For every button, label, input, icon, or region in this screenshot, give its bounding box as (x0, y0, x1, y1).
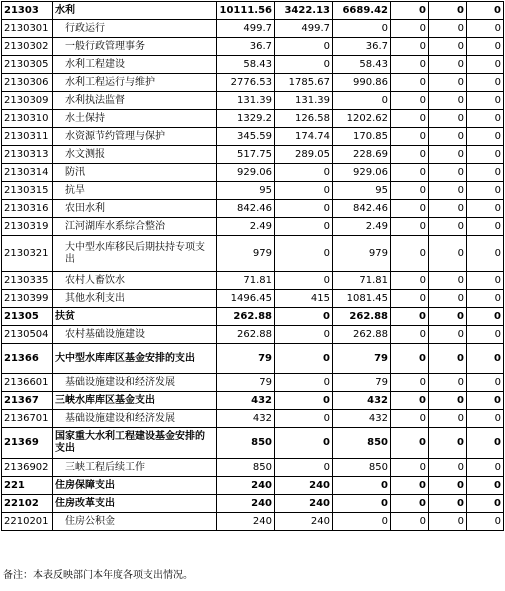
row-code: 2130316 (2, 200, 53, 218)
row-code: 2130301 (2, 20, 53, 38)
row-value-col4: 0 (391, 164, 429, 182)
row-value-col5: 0 (429, 74, 467, 92)
row-name: 大中型水库移民后期扶持专项支出 (53, 236, 217, 272)
expenditure-table-container (1, 1, 504, 531)
row-value-total: 432 (217, 392, 275, 410)
row-value-col6: 0 (467, 290, 504, 308)
row-value-total: 262.88 (217, 308, 275, 326)
row-code: 2130321 (2, 236, 53, 272)
row-code: 2130313 (2, 146, 53, 164)
row-code: 2130306 (2, 74, 53, 92)
row-value-project: 170.85 (333, 128, 391, 146)
table-row (2, 326, 504, 344)
row-value-col6: 0 (467, 164, 504, 182)
row-value-col5: 0 (429, 164, 467, 182)
row-value-col4: 0 (391, 344, 429, 374)
table-row (2, 2, 504, 20)
row-value-col6: 0 (467, 200, 504, 218)
row-code: 2136601 (2, 374, 53, 392)
row-value-project: 79 (333, 374, 391, 392)
row-value-col5: 0 (429, 428, 467, 459)
row-value-basic: 0 (275, 182, 333, 200)
row-name: 行政运行 (53, 20, 217, 38)
row-value-col6: 0 (467, 392, 504, 410)
row-name: 江河湖库水系综合整治 (53, 218, 217, 236)
row-name: 水资源节约管理与保护 (53, 128, 217, 146)
table-row (2, 56, 504, 74)
row-code: 2130504 (2, 326, 53, 344)
row-value-col6: 0 (467, 146, 504, 164)
table-row (2, 272, 504, 290)
row-value-col4: 0 (391, 495, 429, 513)
row-value-col6: 0 (467, 2, 504, 20)
row-code: 2210201 (2, 513, 53, 531)
row-value-col4: 0 (391, 326, 429, 344)
row-name: 住房保障支出 (53, 477, 217, 495)
row-value-basic: 0 (275, 344, 333, 374)
row-value-col4: 0 (391, 428, 429, 459)
row-value-basic: 0 (275, 428, 333, 459)
row-value-col5: 0 (429, 146, 467, 164)
row-code: 21367 (2, 392, 53, 410)
row-value-total: 850 (217, 428, 275, 459)
row-name: 基础设施建设和经济发展 (53, 410, 217, 428)
row-value-project: 36.7 (333, 38, 391, 56)
row-value-col6: 0 (467, 326, 504, 344)
row-value-basic: 0 (275, 164, 333, 182)
row-value-col4: 0 (391, 477, 429, 495)
row-value-col5: 0 (429, 290, 467, 308)
row-name: 国家重大水利工程建设基金安排的支出 (53, 428, 217, 459)
row-value-total: 979 (217, 236, 275, 272)
row-value-col5: 0 (429, 344, 467, 374)
row-value-col4: 0 (391, 92, 429, 110)
table-row (2, 392, 504, 410)
row-value-basic: 0 (275, 326, 333, 344)
row-value-project: 850 (333, 459, 391, 477)
row-code: 2130335 (2, 272, 53, 290)
table-row (2, 146, 504, 164)
row-value-col5: 0 (429, 218, 467, 236)
table-row (2, 308, 504, 326)
row-value-total: 240 (217, 495, 275, 513)
row-value-col6: 0 (467, 74, 504, 92)
row-name: 抗旱 (53, 182, 217, 200)
row-value-col4: 0 (391, 110, 429, 128)
table-footnote: 备注：本表反映部门本年度各项支出情况。 (3, 570, 193, 581)
row-value-col6: 0 (467, 38, 504, 56)
row-value-total: 240 (217, 477, 275, 495)
row-value-total: 345.59 (217, 128, 275, 146)
row-value-basic: 0 (275, 218, 333, 236)
row-code: 21305 (2, 308, 53, 326)
table-row (2, 374, 504, 392)
table-row (2, 477, 504, 495)
row-value-project: 432 (333, 410, 391, 428)
row-value-project: 1202.62 (333, 110, 391, 128)
row-code: 2130309 (2, 92, 53, 110)
row-value-total: 240 (217, 513, 275, 531)
row-value-basic: 1785.67 (275, 74, 333, 92)
row-value-project: 0 (333, 477, 391, 495)
row-value-total: 2.49 (217, 218, 275, 236)
row-value-col6: 0 (467, 374, 504, 392)
row-value-col5: 0 (429, 200, 467, 218)
table-row (2, 128, 504, 146)
row-value-basic: 289.05 (275, 146, 333, 164)
row-value-col5: 0 (429, 495, 467, 513)
row-value-total: 95 (217, 182, 275, 200)
row-code: 2136701 (2, 410, 53, 428)
table-row (2, 110, 504, 128)
row-value-basic: 0 (275, 272, 333, 290)
table-row (2, 344, 504, 374)
row-code: 221 (2, 477, 53, 495)
row-name: 水利 (53, 2, 217, 20)
row-value-col6: 0 (467, 410, 504, 428)
table-row (2, 410, 504, 428)
row-value-total: 432 (217, 410, 275, 428)
row-value-col6: 0 (467, 20, 504, 38)
table-row (2, 236, 504, 272)
row-code: 2130399 (2, 290, 53, 308)
row-value-col5: 0 (429, 128, 467, 146)
row-value-col6: 0 (467, 182, 504, 200)
table-body (2, 2, 504, 531)
row-value-project: 71.81 (333, 272, 391, 290)
row-name: 水文测报 (53, 146, 217, 164)
row-value-col4: 0 (391, 20, 429, 38)
row-value-project: 979 (333, 236, 391, 272)
row-code: 2130302 (2, 38, 53, 56)
row-value-project: 432 (333, 392, 391, 410)
row-value-total: 842.46 (217, 200, 275, 218)
table-row (2, 459, 504, 477)
row-value-project: 6689.42 (333, 2, 391, 20)
row-value-basic: 126.58 (275, 110, 333, 128)
row-name: 农村基础设施建设 (53, 326, 217, 344)
row-value-project: 0 (333, 513, 391, 531)
row-value-project: 0 (333, 20, 391, 38)
row-value-col4: 0 (391, 128, 429, 146)
row-value-project: 95 (333, 182, 391, 200)
table-row (2, 428, 504, 459)
row-name: 扶贫 (53, 308, 217, 326)
table-row (2, 38, 504, 56)
row-value-project: 262.88 (333, 308, 391, 326)
row-value-col4: 0 (391, 2, 429, 20)
row-code: 2130319 (2, 218, 53, 236)
row-value-total: 850 (217, 459, 275, 477)
row-value-col5: 0 (429, 326, 467, 344)
row-value-col5: 0 (429, 308, 467, 326)
row-name: 大中型水库库区基金安排的支出 (53, 344, 217, 374)
row-code: 2130315 (2, 182, 53, 200)
row-value-total: 262.88 (217, 326, 275, 344)
row-value-col5: 0 (429, 56, 467, 74)
row-value-basic: 0 (275, 374, 333, 392)
row-value-col4: 0 (391, 146, 429, 164)
table-row (2, 200, 504, 218)
row-value-col6: 0 (467, 513, 504, 531)
row-value-col6: 0 (467, 92, 504, 110)
row-value-total: 1496.45 (217, 290, 275, 308)
row-value-col5: 0 (429, 410, 467, 428)
row-value-project: 228.69 (333, 146, 391, 164)
row-code: 2130310 (2, 110, 53, 128)
row-value-project: 58.43 (333, 56, 391, 74)
row-value-basic: 499.7 (275, 20, 333, 38)
row-value-col5: 0 (429, 92, 467, 110)
row-value-basic: 0 (275, 459, 333, 477)
row-value-total: 1329.2 (217, 110, 275, 128)
row-value-col6: 0 (467, 459, 504, 477)
row-value-col4: 0 (391, 392, 429, 410)
row-value-basic: 0 (275, 236, 333, 272)
row-value-total: 499.7 (217, 20, 275, 38)
row-value-basic: 174.74 (275, 128, 333, 146)
row-value-total: 36.7 (217, 38, 275, 56)
row-value-col5: 0 (429, 459, 467, 477)
table-row (2, 513, 504, 531)
row-value-col5: 0 (429, 38, 467, 56)
row-name: 水土保持 (53, 110, 217, 128)
row-value-col6: 0 (467, 236, 504, 272)
table-row (2, 20, 504, 38)
row-value-col6: 0 (467, 272, 504, 290)
row-value-col6: 0 (467, 128, 504, 146)
row-name: 农村人畜饮水 (53, 272, 217, 290)
row-value-col6: 0 (467, 428, 504, 459)
row-value-col6: 0 (467, 218, 504, 236)
row-value-total: 79 (217, 344, 275, 374)
row-value-col4: 0 (391, 459, 429, 477)
row-value-total: 131.39 (217, 92, 275, 110)
row-value-col4: 0 (391, 182, 429, 200)
row-value-col6: 0 (467, 308, 504, 326)
row-value-col4: 0 (391, 38, 429, 56)
row-value-project: 0 (333, 92, 391, 110)
row-value-basic: 415 (275, 290, 333, 308)
row-name: 水利工程建设 (53, 56, 217, 74)
row-value-col5: 0 (429, 272, 467, 290)
row-code: 22102 (2, 495, 53, 513)
row-value-basic: 0 (275, 200, 333, 218)
row-value-col5: 0 (429, 20, 467, 38)
row-name: 一般行政管理事务 (53, 38, 217, 56)
row-name: 住房改革支出 (53, 495, 217, 513)
row-value-col4: 0 (391, 290, 429, 308)
row-value-col6: 0 (467, 495, 504, 513)
row-value-col5: 0 (429, 477, 467, 495)
table-row (2, 218, 504, 236)
row-value-total: 71.81 (217, 272, 275, 290)
row-value-basic: 0 (275, 56, 333, 74)
row-code: 2130311 (2, 128, 53, 146)
row-value-basic: 0 (275, 308, 333, 326)
row-name: 基础设施建设和经济发展 (53, 374, 217, 392)
table-row (2, 74, 504, 92)
table-row (2, 290, 504, 308)
row-value-project: 262.88 (333, 326, 391, 344)
row-value-basic: 0 (275, 410, 333, 428)
row-code: 21366 (2, 344, 53, 374)
row-value-total: 517.75 (217, 146, 275, 164)
row-value-basic: 0 (275, 38, 333, 56)
row-value-col4: 0 (391, 74, 429, 92)
row-value-basic: 240 (275, 495, 333, 513)
row-value-project: 2.49 (333, 218, 391, 236)
row-value-basic: 131.39 (275, 92, 333, 110)
row-value-col4: 0 (391, 236, 429, 272)
row-value-col5: 0 (429, 2, 467, 20)
row-value-basic: 240 (275, 513, 333, 531)
row-name: 水利执法监督 (53, 92, 217, 110)
row-value-project: 990.86 (333, 74, 391, 92)
table-row (2, 495, 504, 513)
row-name: 三峡工程后续工作 (53, 459, 217, 477)
row-code: 2136902 (2, 459, 53, 477)
row-value-col6: 0 (467, 477, 504, 495)
row-value-col5: 0 (429, 513, 467, 531)
row-code: 2130305 (2, 56, 53, 74)
row-value-basic: 240 (275, 477, 333, 495)
row-value-col5: 0 (429, 182, 467, 200)
row-value-total: 79 (217, 374, 275, 392)
row-value-col4: 0 (391, 218, 429, 236)
row-code: 21303 (2, 2, 53, 20)
row-value-project: 842.46 (333, 200, 391, 218)
row-value-col5: 0 (429, 110, 467, 128)
row-code: 2130314 (2, 164, 53, 182)
row-value-col4: 0 (391, 513, 429, 531)
row-code: 21369 (2, 428, 53, 459)
row-value-col5: 0 (429, 236, 467, 272)
row-value-project: 0 (333, 495, 391, 513)
row-name: 水利工程运行与维护 (53, 74, 217, 92)
row-value-total: 58.43 (217, 56, 275, 74)
row-value-col6: 0 (467, 56, 504, 74)
table-row (2, 182, 504, 200)
row-name: 三峡水库库区基金支出 (53, 392, 217, 410)
row-name: 防汛 (53, 164, 217, 182)
row-value-project: 79 (333, 344, 391, 374)
row-value-col4: 0 (391, 272, 429, 290)
table-row (2, 164, 504, 182)
row-name: 农田水利 (53, 200, 217, 218)
row-value-col4: 0 (391, 200, 429, 218)
row-value-col4: 0 (391, 308, 429, 326)
row-value-col5: 0 (429, 374, 467, 392)
row-value-basic: 3422.13 (275, 2, 333, 20)
row-value-total: 929.06 (217, 164, 275, 182)
row-value-col6: 0 (467, 110, 504, 128)
row-value-col4: 0 (391, 374, 429, 392)
row-name: 其他水利支出 (53, 290, 217, 308)
row-value-col4: 0 (391, 410, 429, 428)
row-value-basic: 0 (275, 392, 333, 410)
row-value-col4: 0 (391, 56, 429, 74)
row-value-col5: 0 (429, 392, 467, 410)
expenditure-table (1, 1, 504, 531)
row-name: 住房公积金 (53, 513, 217, 531)
row-value-total: 10111.56 (217, 2, 275, 20)
row-value-col6: 0 (467, 344, 504, 374)
table-row (2, 92, 504, 110)
row-value-project: 929.06 (333, 164, 391, 182)
row-value-project: 850 (333, 428, 391, 459)
row-value-total: 2776.53 (217, 74, 275, 92)
row-value-project: 1081.45 (333, 290, 391, 308)
